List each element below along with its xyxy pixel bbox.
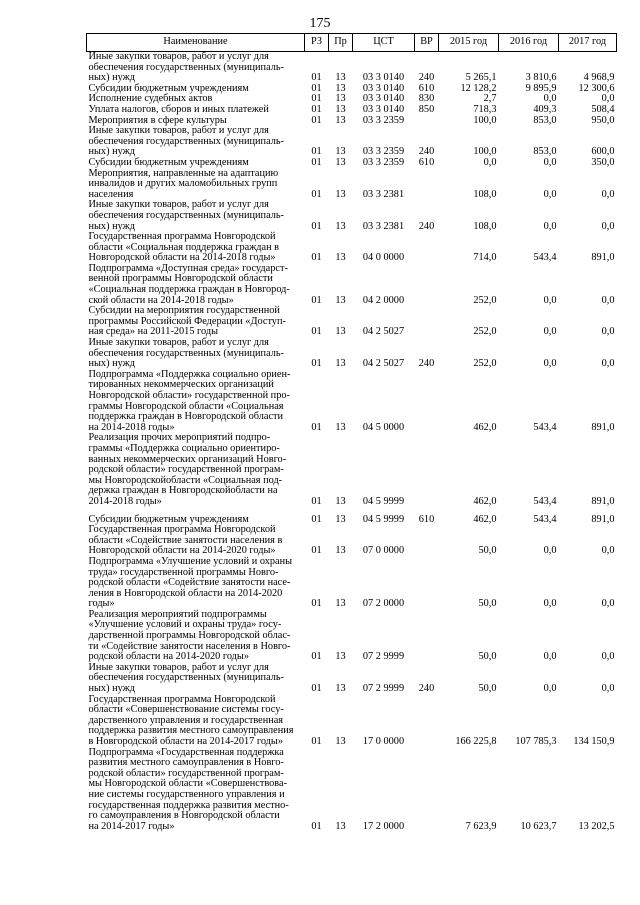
cell-2016: 0,0 <box>543 156 557 168</box>
cell-vr <box>415 525 439 557</box>
cell-cst: 03 3 2359 <box>362 146 405 158</box>
cell-name: Иные закупки товаров, работ и услуг для обеспечения государственных (муниципаль- ных) нужд <box>88 125 284 158</box>
cell-2017: 891,0 <box>591 252 615 264</box>
cell-name: Иные закупки товаров, работ и услуг для обеспечения государственных (муниципаль- ных) нужд <box>88 51 284 84</box>
cell-rz: 01 <box>311 72 322 84</box>
cell-name: Мероприятия в сфере культуры <box>88 114 227 126</box>
cell-2016: 107 785,3 <box>515 736 557 747</box>
cell-name: Подпрограмма «Доступная среда» государст- венной программы Новгородской области «Социальная поддержка граждан в Новгород- ской области на 2014-2018 годы» <box>88 262 290 306</box>
cell-2015: 2,7 <box>483 93 497 105</box>
table-row <box>87 695 617 748</box>
cell-2015: 166 225,8 <box>455 736 497 747</box>
cell-2015: 12 128,2 <box>460 82 497 94</box>
cell-2017: 0,0 <box>601 358 615 370</box>
cell-name: Подпрограмма «Улучшение условий и охраны труда» государственной программы Новго- родской области «Содействие занятости насе- ления в Новгородской области на 2014-2020 годы» <box>88 555 293 610</box>
cell-pr: 13 <box>335 93 346 105</box>
cell-name: Подпрограмма «Поддержка социально ориен- тированных некоммерческих организаций Новгородской области» государственной про- граммы Новгородской области «Социальная поддержка граждан в Новгородской области на 2014-2018 годы» <box>88 368 291 433</box>
cell-2017: 891,0 <box>591 495 615 507</box>
cell-2016: 3 810,6 <box>525 72 557 84</box>
table-row <box>87 232 617 264</box>
cell-pr: 13 <box>335 72 346 84</box>
cell-2017: 891,0 <box>591 513 615 525</box>
table-header-row <box>87 34 617 52</box>
page-number: 175 <box>309 16 331 31</box>
cell-pr: 13 <box>335 252 346 264</box>
cell-name: Субсидии на мероприятия государственной программы Российской Федерации «Доступ- ная среда» на 2011-2015 годы <box>88 305 286 338</box>
cell-name: Исполнение судебных актов <box>88 93 213 105</box>
cell-cst: 17 0 0000 <box>362 736 405 747</box>
cell-name: Реализация мероприятий подпрограммы «Улучшение условий и охраны труда» госу- дарственной программы Новгородской облас- ти «Содействие занятости населения в Новго- родской области на 2014-2020 годы» <box>88 608 291 663</box>
cell-2015: 462,0 <box>473 421 497 433</box>
cell-2017: 950,0 <box>591 114 615 126</box>
cell-2017: 0,0 <box>601 294 615 306</box>
cell-2016: 0,0 <box>543 294 557 306</box>
cell-2017: 0,0 <box>601 188 615 200</box>
cell-2016: 0,0 <box>543 651 557 663</box>
table-row <box>87 126 617 158</box>
cell-2015: 252,0 <box>473 358 497 370</box>
cell-rz: 01 <box>311 545 322 557</box>
cell-2016: 543,4 <box>533 252 557 264</box>
cell-cst: 04 2 5027 <box>362 358 405 370</box>
cell-pr: 13 <box>335 156 346 168</box>
cell-cst: 03 3 0140 <box>362 93 405 105</box>
cell-name: Подпрограмма «Государственная поддержка развития местного самоуправления в Новго- родской области» государственной програм- мы Новгородской области «Совершенствова- ние системы государственного управления и государственная поддержка развития местно- го самоуправления в Новгородской области на 2014-2017 годы» <box>88 746 289 832</box>
cell-pr: 13 <box>335 598 346 610</box>
cell-pr: 13 <box>335 820 346 832</box>
header-2017: 2017 год <box>559 34 617 52</box>
cell-2017: 891,0 <box>591 421 615 433</box>
cell-pr: 13 <box>335 513 346 525</box>
cell-cst: 04 5 9999 <box>362 495 405 507</box>
cell-rz: 01 <box>311 146 322 158</box>
cell-vr <box>415 557 439 610</box>
cell-2015: 462,0 <box>473 513 497 525</box>
table-row <box>87 105 617 116</box>
cell-2015: 50,0 <box>478 598 497 610</box>
cell-rz: 01 <box>311 114 322 126</box>
cell-2015: 718,3 <box>473 103 497 115</box>
cell-pr: 13 <box>335 114 346 126</box>
cell-rz: 01 <box>311 513 322 525</box>
cell-vr: 240 <box>418 358 435 370</box>
cell-2016: 0,0 <box>543 545 557 557</box>
cell-rz: 01 <box>311 93 322 105</box>
header-cst: ЦСТ <box>353 34 415 52</box>
cell-vr <box>415 169 439 201</box>
cell-name: Иные закупки товаров, работ и услуг для обеспечения государственных (муниципаль- ных) нужд <box>88 661 284 695</box>
table-row <box>87 200 617 232</box>
cell-vr <box>415 610 439 663</box>
header-2015: 2015 год <box>439 34 499 52</box>
cell-vr: 610 <box>418 513 435 525</box>
cell-rz: 01 <box>311 82 322 94</box>
table-row <box>87 370 617 434</box>
header-rz: РЗ <box>305 34 329 52</box>
cell-cst: 03 3 2381 <box>362 220 405 232</box>
cell-rz: 01 <box>311 326 322 338</box>
header-name: Наименование <box>87 34 305 52</box>
cell-2016: 543,4 <box>533 495 557 507</box>
cell-2015: 252,0 <box>473 294 497 306</box>
cell-cst: 04 5 9999 <box>362 513 405 525</box>
cell-cst: 04 5 0000 <box>362 421 405 433</box>
cell-vr: 240 <box>418 72 435 84</box>
table-row <box>87 338 617 370</box>
cell-2015: 100,0 <box>473 146 497 158</box>
cell-2017: 0,0 <box>601 326 615 338</box>
cell-name: Субсидии бюджетным учреждениям <box>88 82 249 94</box>
cell-name: Субсидии бюджетным учреждениям <box>88 513 249 525</box>
cell-vr: 240 <box>418 146 435 158</box>
cell-rz: 01 <box>311 421 322 433</box>
cell-cst: 03 3 2359 <box>362 114 405 126</box>
cell-2015: 50,0 <box>478 683 497 695</box>
cell-pr: 13 <box>335 683 346 695</box>
cell-rz: 01 <box>311 188 322 200</box>
cell-cst: 03 3 0140 <box>362 72 405 84</box>
cell-cst: 03 3 2381 <box>362 188 405 200</box>
cell-vr: 850 <box>418 103 435 115</box>
cell-2016: 0,0 <box>543 683 557 695</box>
cell-2017: 0,0 <box>601 93 615 105</box>
table-row <box>87 748 617 833</box>
cell-2016: 853,0 <box>533 114 557 126</box>
cell-2017: 600,0 <box>591 146 615 158</box>
cell-2015: 50,0 <box>478 545 497 557</box>
table-row <box>87 169 617 201</box>
cell-2017: 13 202,5 <box>578 820 615 832</box>
table-row <box>87 663 617 695</box>
cell-2016: 0,0 <box>543 220 557 232</box>
cell-2016: 0,0 <box>543 598 557 610</box>
cell-vr <box>415 116 439 127</box>
cell-vr: 610 <box>418 156 435 168</box>
cell-2017: 508,4 <box>591 103 615 115</box>
cell-pr: 13 <box>335 103 346 115</box>
cell-rz: 01 <box>311 103 322 115</box>
cell-cst: 07 2 0000 <box>362 598 405 610</box>
cell-rz: 01 <box>311 820 322 832</box>
table-row <box>87 557 617 610</box>
cell-rz: 01 <box>311 358 322 370</box>
cell-2015: 100,0 <box>473 114 497 126</box>
cell-pr: 13 <box>335 220 346 232</box>
cell-name: Уплата налогов, сборов и иных платежей <box>88 103 269 115</box>
cell-cst: 03 3 0140 <box>362 103 405 115</box>
cell-pr: 13 <box>335 326 346 338</box>
cell-vr <box>415 433 439 507</box>
cell-vr <box>415 695 439 748</box>
cell-2017: 4 968,9 <box>583 72 615 84</box>
cell-pr: 13 <box>335 188 346 200</box>
cell-cst: 03 3 2359 <box>362 156 405 168</box>
cell-2016: 409,3 <box>533 103 557 115</box>
cell-rz: 01 <box>311 683 322 695</box>
header-2016: 2016 год <box>499 34 559 52</box>
cell-vr <box>415 232 439 264</box>
cell-name: Субсидии бюджетным учреждениям <box>88 156 249 168</box>
cell-2017: 12 300,6 <box>578 82 615 94</box>
cell-cst: 04 2 5027 <box>362 326 405 338</box>
cell-2015: 7 623,9 <box>465 820 497 832</box>
cell-name: Иные закупки товаров, работ и услуг для обеспечения государственных (муниципаль- ных) нужд <box>88 337 284 370</box>
cell-cst: 04 2 0000 <box>362 294 405 306</box>
table-row <box>87 433 617 507</box>
cell-rz: 01 <box>311 156 322 168</box>
cell-cst: 17 2 0000 <box>362 820 405 832</box>
header-vr: ВР <box>415 34 439 52</box>
table-body <box>87 52 617 833</box>
cell-vr: 610 <box>418 82 435 94</box>
table-row <box>87 508 617 526</box>
cell-2016: 0,0 <box>543 93 557 105</box>
cell-cst: 07 0 0000 <box>362 545 405 557</box>
cell-vr: 240 <box>418 683 435 695</box>
cell-2017: 0,0 <box>601 220 615 232</box>
table-row <box>87 525 617 557</box>
cell-rz: 01 <box>311 220 322 232</box>
table-row <box>87 158 617 169</box>
cell-pr: 13 <box>335 294 346 306</box>
cell-name: Реализация прочих мероприятий подпро- граммы «Поддержка социально ориентиро- ванных некоммерческих организаций Новго- родской области» государственной програм- мы Новгородскойобласти «Социальная под- держка граждан в Новгородскойобласти на 2014-2018 годы» <box>88 432 287 507</box>
cell-2016: 9 895,9 <box>525 82 557 94</box>
cell-pr: 13 <box>335 146 346 158</box>
table-row <box>87 52 617 84</box>
header-pr: Пр <box>329 34 353 52</box>
cell-cst: 07 2 9999 <box>362 651 405 663</box>
cell-cst: 04 0 0000 <box>362 252 405 264</box>
cell-2016: 543,4 <box>533 421 557 433</box>
cell-2017: 0,0 <box>601 598 615 610</box>
cell-2016: 543,4 <box>533 513 557 525</box>
cell-2015: 108,0 <box>473 220 497 232</box>
cell-rz: 01 <box>311 651 322 663</box>
cell-pr: 13 <box>335 495 346 507</box>
cell-2016: 10 623,7 <box>520 820 557 832</box>
cell-vr <box>415 306 439 338</box>
cell-2015: 252,0 <box>473 326 497 338</box>
table-row <box>87 306 617 338</box>
cell-2015: 50,0 <box>478 651 497 663</box>
cell-vr <box>415 264 439 306</box>
cell-cst: 03 3 0140 <box>362 82 405 94</box>
cell-pr: 13 <box>335 545 346 557</box>
cell-2015: 462,0 <box>473 495 497 507</box>
cell-2017: 350,0 <box>591 156 615 168</box>
cell-2017: 0,0 <box>601 683 615 695</box>
cell-pr: 13 <box>335 82 346 94</box>
cell-2015: 5 265,1 <box>465 72 497 84</box>
cell-name: Государственная программа Новгородской области «Содействие занятости населения в Новгородской области на 2014-2020 годы» <box>88 524 283 557</box>
cell-name: Мероприятия, направленные на адаптацию инвалидов и других маломобильных групп населения <box>88 167 279 200</box>
cell-vr: 240 <box>418 220 435 232</box>
cell-vr <box>415 370 439 434</box>
cell-pr: 13 <box>335 421 346 433</box>
cell-2015: 714,0 <box>473 252 497 264</box>
table-row <box>87 610 617 663</box>
cell-2017: 0,0 <box>601 545 615 557</box>
cell-vr <box>415 748 439 833</box>
cell-vr: 830 <box>418 93 435 105</box>
budget-table <box>86 33 617 832</box>
cell-2015: 0,0 <box>483 156 497 168</box>
cell-2016: 853,0 <box>533 146 557 158</box>
cell-2016: 0,0 <box>543 188 557 200</box>
cell-2017: 134 150,9 <box>573 736 615 747</box>
cell-2016: 0,0 <box>543 358 557 370</box>
cell-name: Государственная программа Новгородской области «Социальная поддержка граждан в Новгородской области на 2014-2018 годы» <box>88 231 280 264</box>
cell-2016: 0,0 <box>543 326 557 338</box>
cell-rz: 01 <box>311 294 322 306</box>
cell-2017: 0,0 <box>601 651 615 663</box>
cell-name: Государственная программа Новгородской области «Совершенствование системы госу- дарственного управления и государственная поддержка развития местного самоуправления в Новгородской области на 2014-2017 годы» <box>88 693 294 747</box>
cell-cst: 07 2 9999 <box>362 683 405 695</box>
table-row <box>87 264 617 306</box>
cell-2015: 108,0 <box>473 188 497 200</box>
cell-rz: 01 <box>311 495 322 507</box>
cell-rz: 01 <box>311 736 322 747</box>
cell-name: Иные закупки товаров, работ и услуг для обеспечения государственных (муниципаль- ных) нужд <box>88 199 284 232</box>
cell-pr: 13 <box>335 651 346 663</box>
cell-rz: 01 <box>311 598 322 610</box>
cell-rz: 01 <box>311 252 322 264</box>
cell-pr: 13 <box>335 736 346 747</box>
cell-pr: 13 <box>335 358 346 370</box>
